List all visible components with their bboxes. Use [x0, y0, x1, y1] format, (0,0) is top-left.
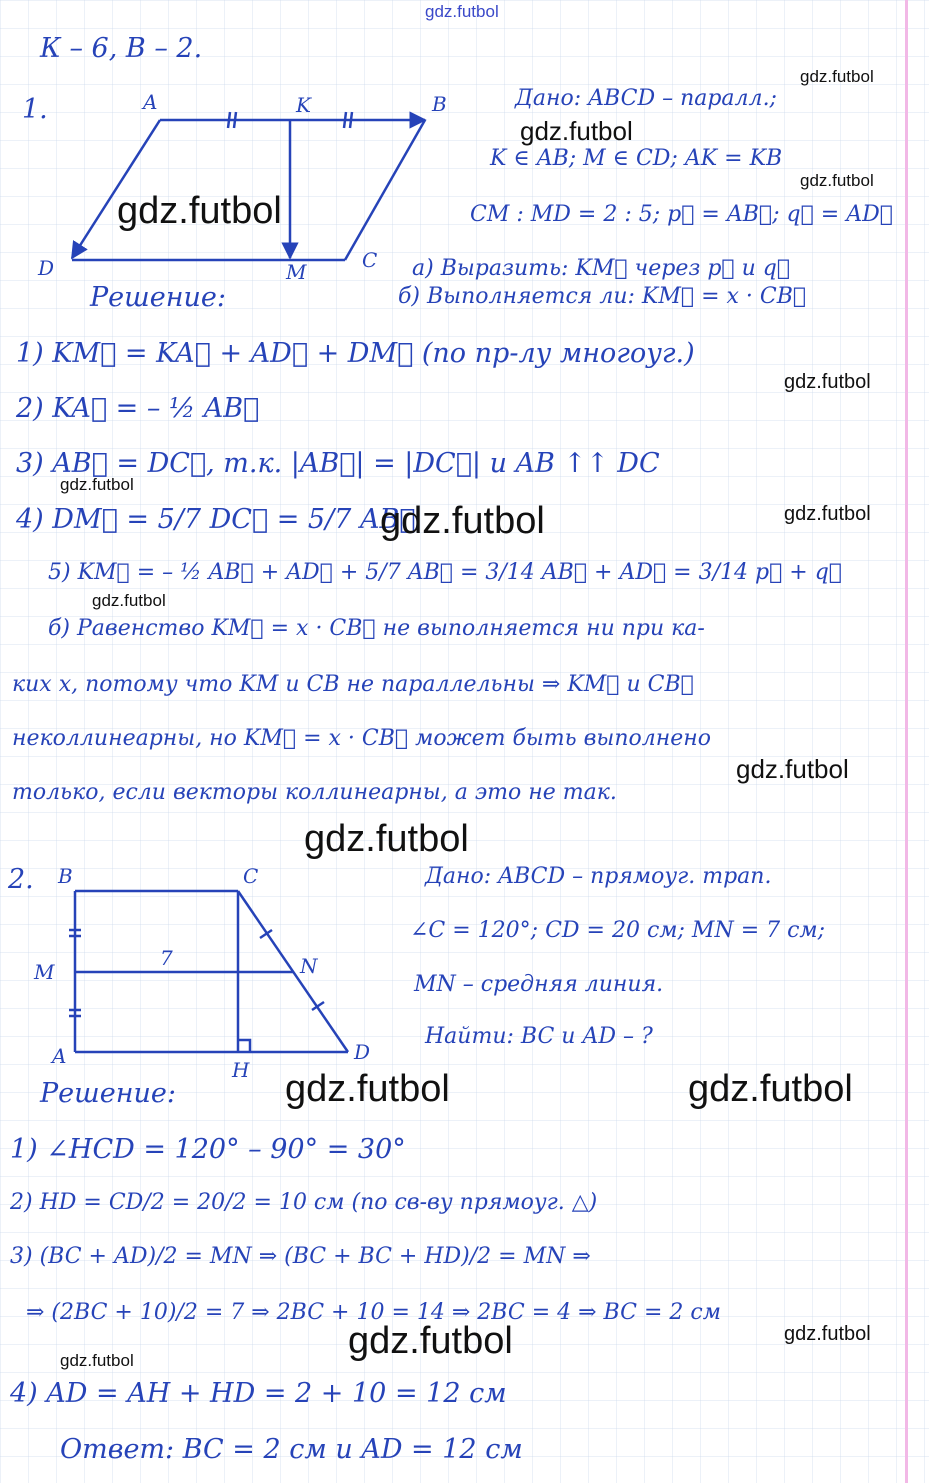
task1-step-1: 1) KM⃗ = KA⃗ + AD⃗ + DM⃗ (по пр-лу многоуг.): [16, 338, 695, 369]
point-m-label: M: [286, 260, 307, 284]
point-k-label: K: [296, 93, 311, 117]
watermark-label: gdz.futbol: [60, 1351, 134, 1370]
tick-kb-2: [350, 112, 352, 128]
side-ad-vector: [72, 120, 160, 258]
task1-task-b: б) Выполняется ли: KM⃗ = x · CB⃗: [398, 284, 807, 309]
midline-length-label: 7: [160, 946, 173, 970]
point-h-label: H: [232, 1058, 250, 1082]
watermark-label: gdz.futbol: [380, 500, 545, 542]
task2-step-1: 1) ∠HCD = 120° – 90° = 30°: [10, 1134, 406, 1165]
point-n-label: N: [300, 954, 318, 978]
point-c2-label: C: [243, 864, 259, 888]
task1-part-b-line-2: ких x, потому что KM и CB не параллельны ⇒ KM⃗ и CB⃗: [12, 672, 694, 697]
task1-part-b-line-1: б) Равенство KM⃗ = x · CB⃗ не выполняется ни при ка-: [48, 616, 705, 641]
watermark-label: gdz.futbol: [304, 818, 469, 860]
watermark-top: gdz.futbol: [425, 2, 499, 21]
watermark-label: gdz.futbol: [285, 1068, 450, 1110]
side-cb: [345, 120, 425, 260]
task2-find: Найти: BC и AD – ?: [425, 1024, 653, 1049]
task1-task-a: а) Выразить: KM⃗ через p⃗ и q⃗: [412, 256, 791, 281]
task1-given-1: Дано: ABCD – паралл.;: [515, 86, 777, 111]
task1-part-b-line-3: неколлинеарны, но KM⃗ = x · CB⃗ может быть выполнено: [12, 726, 712, 751]
watermark-label: gdz.futbol: [800, 171, 874, 190]
right-angle-mark: [238, 1040, 250, 1052]
point-d2-label: D: [354, 1040, 371, 1064]
task1-step-3: 3) AB⃗ = DC⃗, т.к. |AB⃗| = |DC⃗| и AB ↑↑ DC: [16, 448, 660, 479]
task1-given-2: K ∈ AB; M ∈ CD; AK = KB: [490, 146, 783, 171]
watermark-label: gdz.futbol: [800, 67, 874, 86]
parallelogram-figure: [72, 112, 425, 260]
task1-step-5: 5) KM⃗ = – ½ AB⃗ + AD⃗ + 5/7 AB⃗ = 3/14 AB⃗ + AD⃗ = 3/14 p⃗ + q⃗: [48, 560, 842, 585]
task1-number: 1.: [22, 94, 48, 125]
tick-ak-1: [228, 112, 230, 128]
task1-step-2: 2) KA⃗ = – ½ AB⃗: [16, 393, 260, 424]
task1-solution-title: Решение:: [90, 282, 226, 313]
watermark-label: gdz.futbol: [348, 1320, 513, 1362]
watermark-label: gdz.futbol: [520, 116, 633, 146]
watermark-label: gdz.futbol: [688, 1068, 853, 1110]
point-a-label: A: [143, 90, 158, 114]
point-b2-label: B: [58, 864, 73, 888]
task2-given-3: MN – средняя линия.: [414, 972, 664, 997]
watermark-label: gdz.futbol: [736, 754, 849, 784]
watermark-label: gdz.futbol: [784, 1323, 871, 1345]
task1-step-4: 4) DM⃗ = 5/7 DC⃗ = 5/7 AB⃗: [16, 504, 416, 535]
tick-ak-2: [234, 112, 236, 128]
task2-given-2: ∠C = 120°; CD = 20 см; MN = 7 см;: [410, 918, 826, 943]
point-m2-label: M: [34, 960, 55, 984]
task2-step-4: 4) AD = AH + HD = 2 + 10 = 12 см: [10, 1378, 507, 1409]
task2-answer: Ответ: BC = 2 см и AD = 12 см: [60, 1434, 523, 1465]
watermark-label: gdz.futbol: [784, 503, 871, 525]
task2-step-3: 3) (BC + AD)/2 = MN ⇒ (BC + BC + HD)/2 = MN ⇒: [10, 1244, 591, 1269]
task1-part-b-line-4: только, если векторы коллинеарны, а это не так.: [12, 780, 617, 805]
task2-step-3-cont: ⇒ (2BC + 10)/2 = 7 ⇒ 2BC + 10 = 14 ⇒ 2BC = 4 ⇒ BC = 2 см: [26, 1300, 721, 1325]
task2-number: 2.: [8, 864, 34, 895]
watermark-label: gdz.futbol: [117, 190, 282, 232]
tick-kb-1: [344, 112, 346, 128]
watermark-label: gdz.futbol: [60, 475, 134, 494]
point-c-label: C: [362, 248, 378, 272]
watermark-label: gdz.futbol: [784, 371, 871, 393]
point-a2-label: A: [52, 1044, 67, 1068]
task2-given-1: Дано: ABCD – прямоуг. трап.: [425, 864, 772, 889]
task1-given-3: CM : MD = 2 : 5; p⃗ = AB⃗; q⃗ = AD⃗: [470, 202, 893, 227]
watermark-label: gdz.futbol: [92, 591, 166, 610]
point-b-label: B: [432, 92, 447, 116]
task2-step-2: 2) HD = CD/2 = 20/2 = 10 см (по св-ву прямоуг. △): [10, 1190, 598, 1215]
task2-solution-title: Решение:: [40, 1078, 176, 1109]
variant-header: К – 6, В – 2.: [40, 33, 203, 64]
point-d-label: D: [38, 256, 55, 280]
